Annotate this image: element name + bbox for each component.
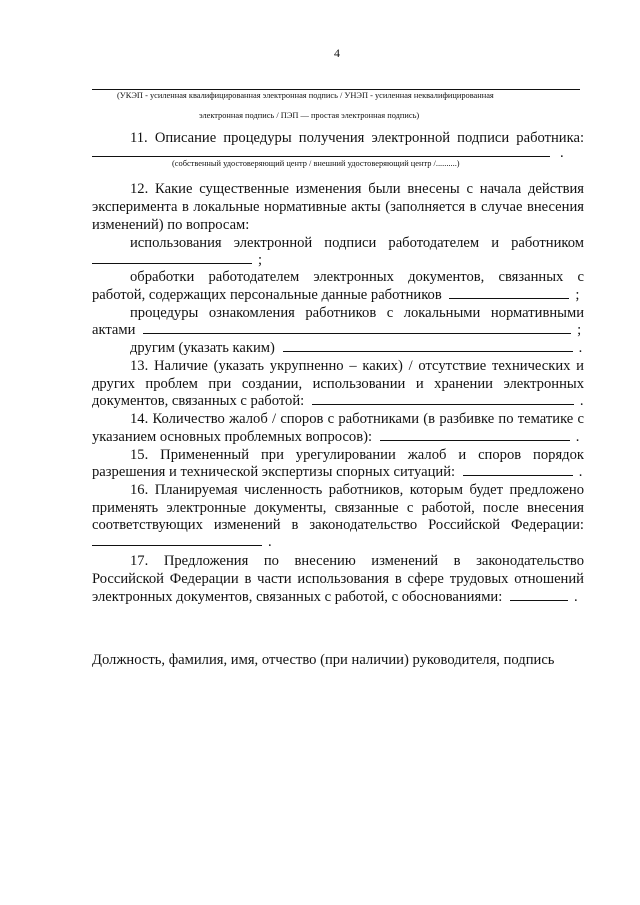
page-number: 4 — [334, 46, 340, 60]
item-12-sub-3-line-2 — [92, 321, 581, 339]
item-12-line-2: эксперимента в локальные нормативные акты (заполняется в случае внесения — [92, 199, 584, 215]
item-17-text: электронных документов, связанных с работой, с обоснованиями: — [92, 589, 503, 605]
item-15-line-2 — [92, 463, 582, 481]
item-13-line-2: других проблем при создании, использовании и хранении электронных — [92, 376, 584, 392]
item-12-sub-4-blank — [283, 339, 573, 352]
item-14-end: . — [575, 429, 580, 445]
item-17-line-1: 17. Предложения по внесению изменений в законодательство — [130, 553, 584, 569]
item-16-line-2: применять электронные документы, связанные с работой, после внесения — [92, 500, 584, 516]
item-11-note: (собственный удостоверяющий центр / внешний удостоверяющий центр /..........) — [172, 159, 460, 168]
item-15-blank — [463, 463, 573, 476]
item-12-sub-2-blank — [449, 286, 569, 299]
item-12-sub-4-end: . — [578, 340, 583, 356]
item-12-line-1: 12. Какие существенные изменения были внесены с начала действия — [130, 181, 584, 197]
item-11-heading: 11. Описание процедуры получения электронной подписи работника: — [130, 130, 584, 146]
signature-line: Должность, фамилия, имя, отчество (при наличии) руководителя, подпись — [92, 652, 555, 668]
item-12-sub-3-blank — [143, 321, 571, 334]
item-11-end: . — [560, 145, 564, 161]
item-15-end: . — [578, 464, 583, 480]
item-16-blank-line — [92, 533, 272, 551]
item-12-sub-4 — [130, 339, 582, 357]
item-12-sub-2-line-1: обработки работодателем электронных документов, связанных с — [130, 269, 584, 285]
item-17-line-3 — [92, 588, 578, 606]
item-12-sub-4-text: другим (указать каким) — [130, 340, 275, 356]
item-16-line-1: 16. Планируемая численность работников, которым будет предложено — [130, 482, 584, 498]
item-14-blank — [380, 428, 570, 441]
item-14-text: указанием основных проблемных вопросов): — [92, 429, 373, 445]
item-12-line-3: изменений) по вопросам: — [92, 217, 250, 233]
item-13-line-3 — [92, 392, 584, 410]
item-12-sub-1-blank — [92, 251, 252, 264]
item-16-end: . — [268, 534, 272, 550]
item-13-blank — [312, 392, 574, 405]
footnote-line-2: электронная подпись / ПЭП — простая электронная подпись) — [199, 111, 420, 120]
item-12-sub-1: использования электронной подписи работодателем и работником — [130, 235, 584, 251]
item-11-blank — [92, 144, 550, 157]
item-13-text: документов, связанных с работой: — [92, 393, 305, 409]
item-13-end: . — [579, 393, 584, 409]
item-12-sub-2-text: работой, содержащих персональные данные работников — [92, 287, 442, 303]
item-15-line-1: 15. Примененный при урегулировании жалоб и споров порядок — [130, 447, 584, 463]
item-16-blank — [92, 533, 262, 546]
item-12-sub-1-end: ; — [258, 252, 263, 268]
item-12-sub-3-line-1: процедуры ознакомления работников с локальными нормативными — [130, 305, 584, 321]
item-16-line-3: соответствующих изменений в законодательство Российской Федерации: — [92, 517, 584, 533]
item-14-line-2 — [92, 428, 579, 446]
item-12-sub-3-end: ; — [577, 322, 582, 338]
item-13-line-1: 13. Наличие (указать укрупненно – каких) / отсутствие технических и — [130, 358, 584, 374]
item-12-sub-3-text: актами — [92, 322, 136, 338]
footnote-line-1: (УКЭП - усиленная квалифицированная электронная подпись / УНЭП - усиленная неквалифицированная — [117, 91, 494, 100]
item-14-line-1: 14. Количество жалоб / споров с работниками (в разбивке по тематике с — [130, 411, 584, 427]
item-15-text: разрешения и технической экспертизы спорных ситуаций: — [92, 464, 456, 480]
item-12-sub-1-blank-line — [92, 251, 262, 269]
item-17-blank — [510, 588, 568, 601]
item-12-sub-2-end: ; — [575, 287, 580, 303]
item-12-sub-2-line-2 — [92, 286, 579, 304]
item-17-end: . — [573, 589, 578, 605]
item-17-line-2: Российской Федерации в части использования в сфере трудовых отношений — [92, 571, 584, 587]
